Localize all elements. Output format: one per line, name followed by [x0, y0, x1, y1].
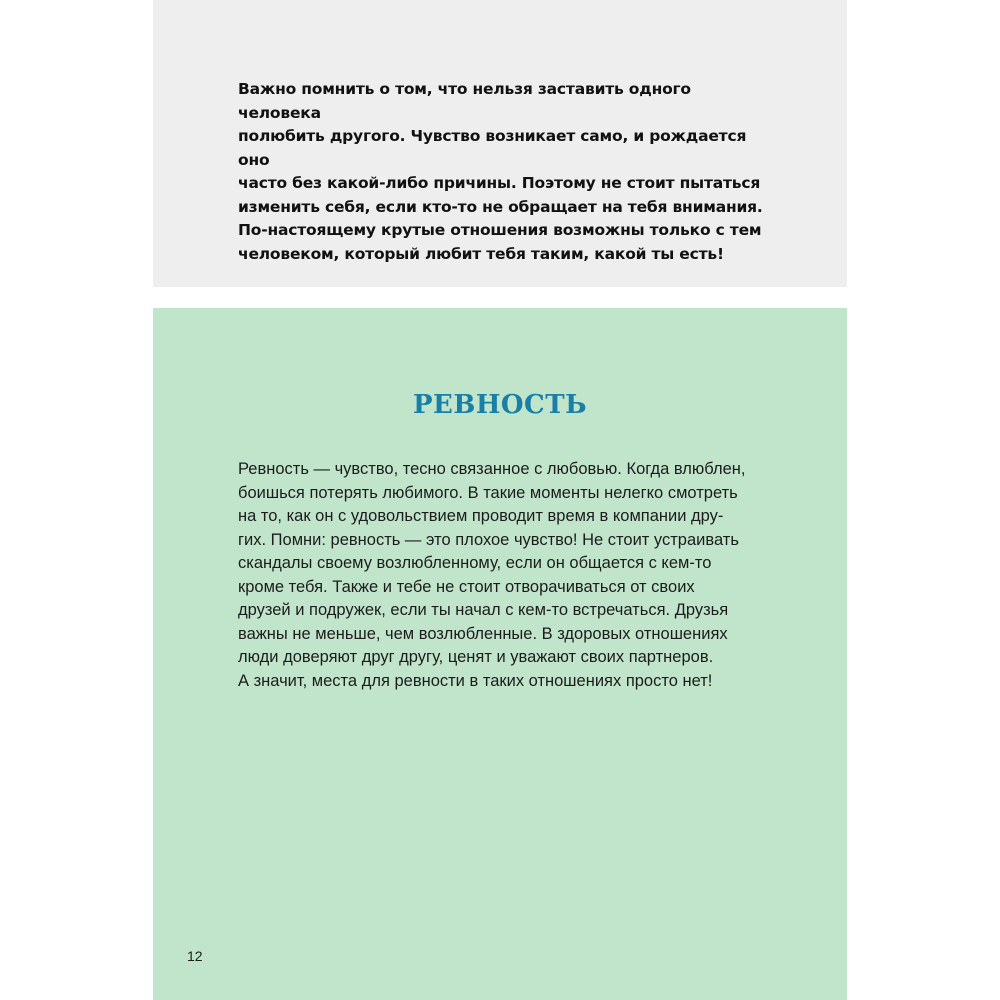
section-body-text: Ревность — чувство, тесно связанное с любовью. Когда влюблен, боишься потерять любимого. В такие моменты нелегко смотреть на то, как он с удовольствием проводит время в компании дру- гих. Помни: ревность — это плохое чувство! Не стоит устраивать скандалы своему возлюбленному, если он общается с кем-то кроме тебя. Также и тебе не стоит отворачиваться от своих друзей и подружек, если ты начал с кем-то встречаться. Друзья важны не меньше, чем возлюбленные. В здоровых отношениях люди доверяют друг другу, ценят и уважают своих партнеров. А значит, места для ревности в таких отношениях просто нет!: [238, 460, 746, 690]
book-page: [153, 0, 847, 1000]
callout-text: Важно помнить о том, что нельзя заставить одного человека полюбить другого. Чувство возникает само, и рождается оно часто без какой-либо причины. Поэтому не стоит пытаться изменить себя, если кто-то не обращает на тебя внимания. По-настоящему крутые отношения возможны только с тем человеком, который любит тебя таким, какой ты есть!: [238, 80, 763, 263]
section-panel: [153, 308, 847, 1000]
callout-panel: [153, 0, 847, 287]
section-heading: РЕВНОСТЬ: [412, 390, 588, 420]
page-number: 12: [187, 948, 203, 964]
panel-divider: [153, 287, 847, 308]
